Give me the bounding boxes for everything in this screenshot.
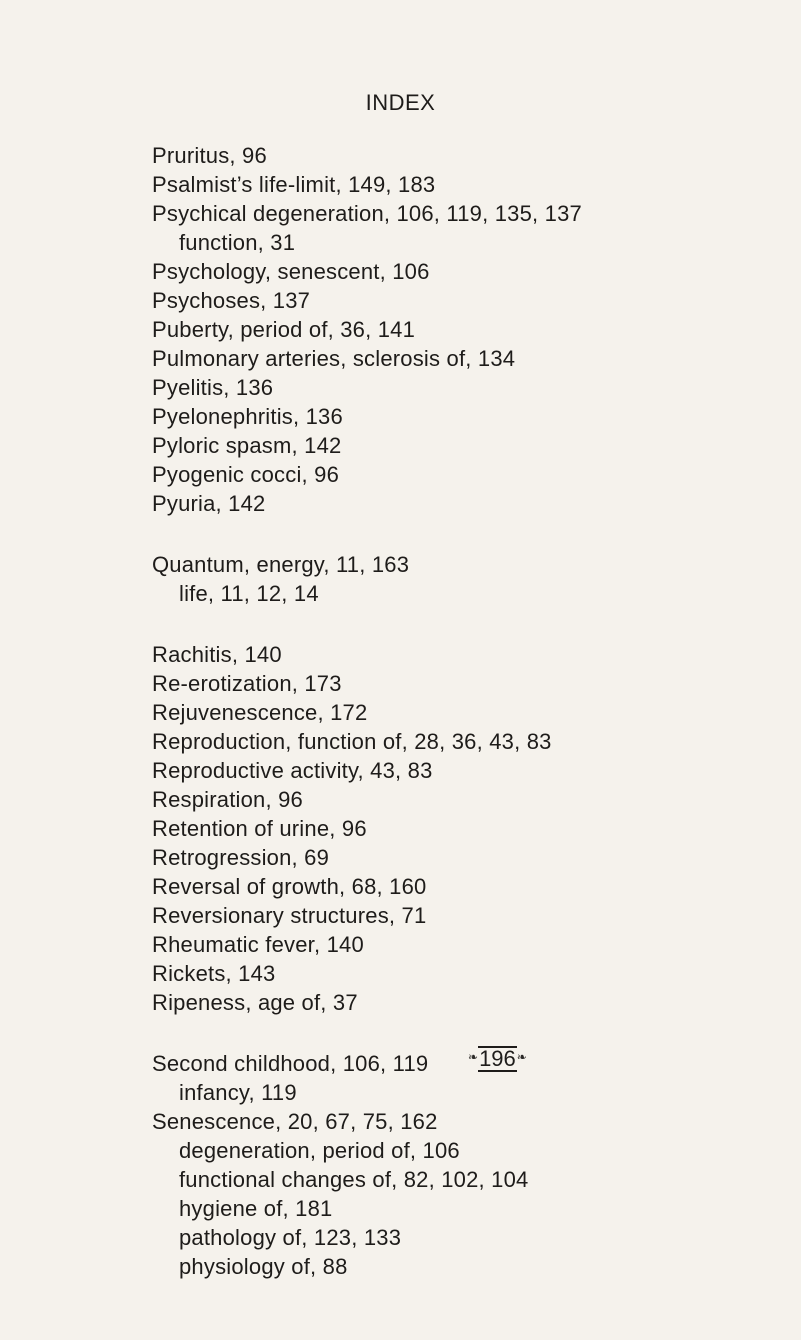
index-entry: Reversionary structures, 71: [152, 903, 427, 928]
index-entry: Pyogenic cocci, 96: [152, 462, 340, 487]
index-subentry: pathology of, 123, 133: [179, 1225, 402, 1250]
index-entry: Pruritus, 96: [152, 143, 267, 168]
index-entry: Retrogression, 69: [152, 845, 330, 870]
index-subentry: life, 11, 12, 14: [179, 581, 319, 606]
index-entry: Pyelitis, 136: [152, 375, 274, 400]
index-entry: Reproduction, function of, 28, 36, 43, 83: [152, 729, 552, 754]
index-group: [152, 640, 792, 1017]
index-group: [152, 1049, 792, 1281]
ornament-left-icon: ❧: [468, 1050, 479, 1064]
page-number-text: 196: [479, 1046, 516, 1071]
ornament-right-icon: ❧: [516, 1050, 527, 1064]
index-subentry: function, 31: [179, 230, 296, 255]
index-entry: Pyloric spasm, 142: [152, 433, 342, 458]
index-entry: Rejuvenescence, 172: [152, 700, 368, 725]
index-entry: Senescence, 20, 67, 75, 162: [152, 1109, 438, 1134]
index-subentry: hygiene of, 181: [179, 1196, 333, 1221]
page-number: [468, 1043, 527, 1073]
index-entry: Psychoses, 137: [152, 288, 311, 313]
index-entry: Psychical degeneration, 106, 119, 135, 137: [152, 201, 582, 226]
index-entry: Psalmist’s life-limit, 149, 183: [152, 172, 436, 197]
index-entry: Respiration, 96: [152, 787, 303, 812]
index-entry: Retention of urine, 96: [152, 816, 367, 841]
index-entries: [152, 141, 792, 1281]
index-entry: Re-erotization, 173: [152, 671, 342, 696]
index-entry: Rickets, 143: [152, 961, 276, 986]
index-entry: Psychology, senescent, 106: [152, 259, 430, 284]
index-subentry: functional changes of, 82, 102, 104: [179, 1167, 529, 1192]
index-entry: Reversal of growth, 68, 160: [152, 874, 427, 899]
index-group: [152, 550, 792, 608]
index-subentry: physiology of, 88: [179, 1254, 348, 1279]
index-entry: Pulmonary arteries, sclerosis of, 134: [152, 346, 516, 371]
index-subentry: degeneration, period of, 106: [179, 1138, 460, 1163]
index-subentry: infancy, 119: [179, 1080, 297, 1105]
index-entry: Rachitis, 140: [152, 642, 282, 667]
index-entry: Second childhood, 106, 119: [152, 1051, 429, 1076]
index-entry: Pyelonephritis, 136: [152, 404, 343, 429]
index-entry: Puberty, period of, 36, 141: [152, 317, 416, 342]
index-entry: Pyuria, 142: [152, 491, 266, 516]
index-entry: Reproductive activity, 43, 83: [152, 758, 433, 783]
index-entry: Rheumatic fever, 140: [152, 932, 364, 957]
page-title: INDEX: [365, 90, 436, 115]
index-entry: Ripeness, age of, 37: [152, 990, 358, 1015]
index-entry: Quantum, energy, 11, 163: [152, 552, 410, 577]
index-group: [152, 141, 792, 518]
